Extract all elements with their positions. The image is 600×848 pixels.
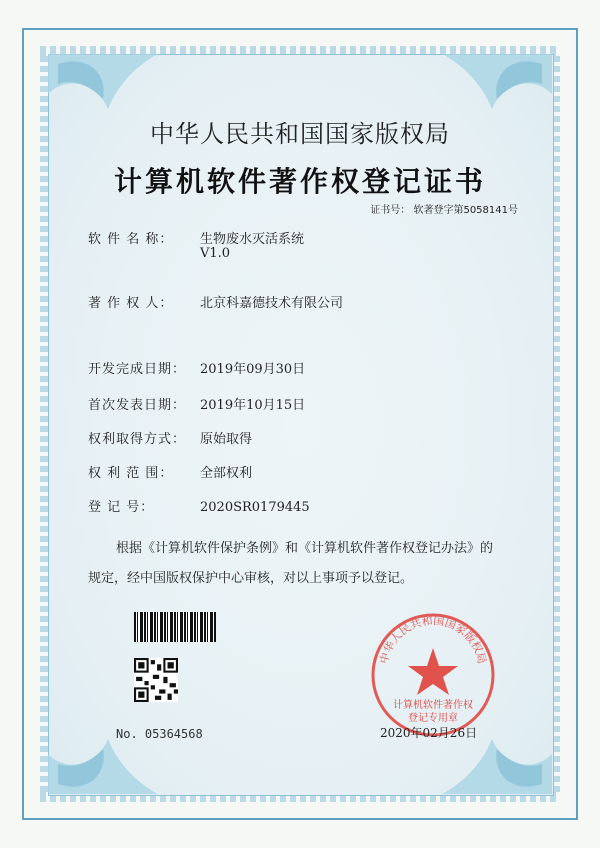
issuing-authority: 中华人民共和国国家版权局 <box>150 120 450 148</box>
certificate-number: 证书号： 软著登字第5058141号 <box>370 205 518 216</box>
software-version-row <box>200 246 230 261</box>
dev-complete-value: 2019年09月30日 <box>200 362 306 377</box>
qr-code <box>134 658 178 702</box>
rights-scope-value: 全部权利 <box>200 466 253 481</box>
rights-scope-row <box>88 462 252 481</box>
barcode <box>134 612 216 642</box>
seal-line-1: 计算机软件著作权 <box>393 700 473 711</box>
seal-arc-text: 中华人民共和国国家版权局 <box>377 614 489 666</box>
rights-method-row <box>88 428 252 447</box>
dev-complete-label: 开发完成日期： <box>88 362 187 377</box>
software-name-row <box>88 228 304 247</box>
statement-line-2: 规定，经中国版权保护中心审核，对以上事项予以登记。 <box>88 571 414 586</box>
first-publish-value: 2019年10月15日 <box>200 398 306 413</box>
seal-line-2: 登记专用章 <box>408 713 458 724</box>
software-name-value: 生物废水灭活系统 <box>200 232 305 247</box>
issue-date: 2020年02月26日 <box>380 726 478 740</box>
software-version-value: V1.0 <box>200 246 231 261</box>
official-seal <box>368 610 498 740</box>
dev-complete-row <box>88 358 305 377</box>
registration-label: 登 记 号： <box>88 500 155 515</box>
rights-scope-label: 权 利 范 围： <box>88 466 174 481</box>
owner-row <box>88 292 343 311</box>
statement-line-1: 根据《计算机软件保护条例》和《计算机软件著作权登记办法》的 <box>116 541 494 556</box>
first-publish-row <box>88 394 305 413</box>
software-name-label: 软 件 名 称： <box>88 232 174 247</box>
owner-label: 著 作 权 人： <box>88 296 174 311</box>
registration-value: 2020SR0179445 <box>200 500 310 515</box>
registration-row <box>88 496 310 515</box>
rights-method-value: 原始取得 <box>200 432 253 447</box>
document-title: 计算机软件著作权登记证书 <box>113 165 486 198</box>
owner-value: 北京科嘉德技术有限公司 <box>200 296 344 311</box>
serial-number: No. 05364568 <box>116 727 203 741</box>
corner-ornament-bottom-left <box>48 714 158 794</box>
first-publish-label: 首次发表日期： <box>88 398 187 413</box>
rights-method-label: 权利取得方式： <box>88 432 187 447</box>
